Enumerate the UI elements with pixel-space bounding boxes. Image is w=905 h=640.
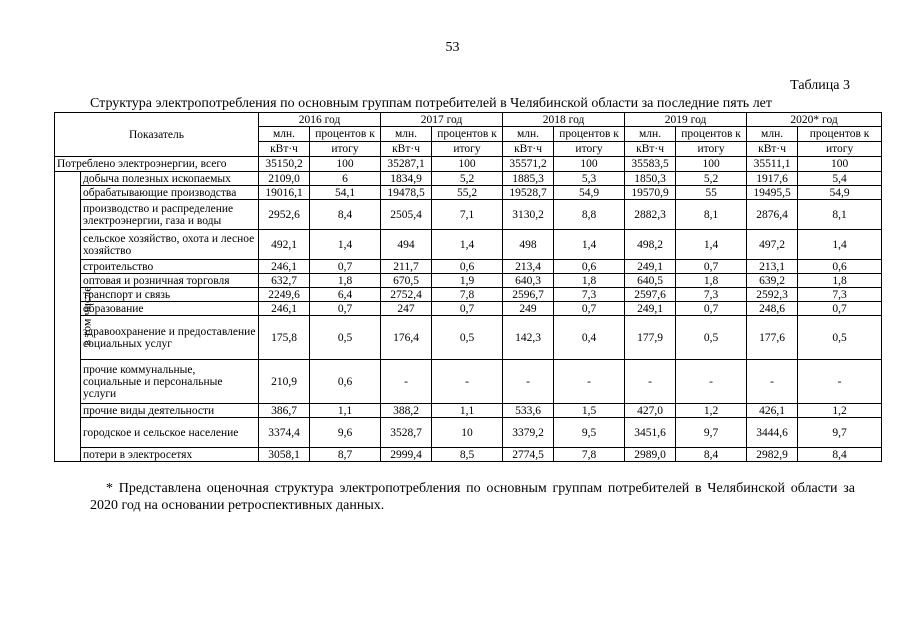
cell-value: 0,6 (798, 260, 882, 274)
row-label: здравоохранение и предоставление социальных услуг (81, 316, 259, 360)
cell-value: - (432, 360, 503, 404)
cell-value: 1,9 (432, 274, 503, 288)
table-row (55, 302, 882, 316)
table-row (55, 186, 882, 200)
cell-value: 3444,6 (747, 418, 798, 448)
cell-value: 492,1 (259, 230, 310, 260)
cell-value: 9,5 (554, 418, 625, 448)
cell-value: 497,2 (747, 230, 798, 260)
row-label: сельское хозяйство, охота и лесное хозяйство (81, 230, 259, 260)
cell-value: 5,2 (676, 172, 747, 186)
cell-value: 54,1 (310, 186, 381, 200)
cell-value: 5,3 (554, 172, 625, 186)
table-row (55, 448, 882, 462)
cell-value: 213,4 (503, 260, 554, 274)
row-label: транспорт и связь (81, 288, 259, 302)
cell-value: 1,4 (676, 230, 747, 260)
row-label: потери в электросетях (81, 448, 259, 462)
cell-value: 8,8 (554, 200, 625, 230)
total-row-label: Потреблено электроэнергии, всего (55, 157, 259, 172)
cell-value: 100 (798, 157, 882, 172)
cell-value: - (676, 360, 747, 404)
cell-value: 19495,5 (747, 186, 798, 200)
unit-pct-l2: итогу (554, 142, 625, 157)
cell-value: 3528,7 (381, 418, 432, 448)
cell-value: 1,4 (798, 230, 882, 260)
cell-value: 0,7 (676, 302, 747, 316)
cell-value: 2999,4 (381, 448, 432, 462)
unit-mln-l2: кВт·ч (381, 142, 432, 157)
cell-value: 7,3 (798, 288, 882, 302)
cell-value: 142,3 (503, 316, 554, 360)
row-label: образование (81, 302, 259, 316)
cell-value: 9,6 (310, 418, 381, 448)
table-row (55, 288, 882, 302)
cell-value: 2505,4 (381, 200, 432, 230)
unit-pct-l1: процентов к (554, 127, 625, 142)
indicator-header: Показатель (55, 113, 259, 157)
cell-value: 249 (503, 302, 554, 316)
cell-value: 35571,2 (503, 157, 554, 172)
cell-value: 100 (554, 157, 625, 172)
cell-value: 246,1 (259, 260, 310, 274)
cell-value: 177,6 (747, 316, 798, 360)
cell-value: - (503, 360, 554, 404)
cell-value: 5,2 (432, 172, 503, 186)
cell-value: 54,9 (798, 186, 882, 200)
cell-value: 498 (503, 230, 554, 260)
unit-mln-l2: кВт·ч (747, 142, 798, 157)
cell-value: 2109,0 (259, 172, 310, 186)
unit-mln-l1: млн. (625, 127, 676, 142)
cell-value: 100 (676, 157, 747, 172)
row-label: строительство (81, 260, 259, 274)
table-row (55, 172, 882, 186)
year-header: 2017 год (381, 113, 503, 127)
cell-value: 8,4 (798, 448, 882, 462)
cell-value: 1,1 (432, 404, 503, 418)
cell-value: 1,8 (798, 274, 882, 288)
cell-value: 3451,6 (625, 418, 676, 448)
year-header: 2019 год (625, 113, 747, 127)
cell-value: 246,1 (259, 302, 310, 316)
cell-value: 639,2 (747, 274, 798, 288)
cell-value: - (381, 360, 432, 404)
table-row (55, 230, 882, 260)
page-number: 53 (445, 40, 460, 55)
cell-value: 3058,1 (259, 448, 310, 462)
cell-value: 7,3 (554, 288, 625, 302)
cell-value: 1917,6 (747, 172, 798, 186)
cell-value: 0,7 (310, 260, 381, 274)
cell-value: 0,6 (310, 360, 381, 404)
table-body (55, 157, 882, 462)
cell-value: 1,8 (310, 274, 381, 288)
year-header: 2020* год (747, 113, 882, 127)
cell-value: 0,5 (310, 316, 381, 360)
cell-value: 6,4 (310, 288, 381, 302)
year-header: 2018 год (503, 113, 625, 127)
group-label: в том числе (79, 286, 94, 346)
cell-value: 211,7 (381, 260, 432, 274)
cell-value: 8,5 (432, 448, 503, 462)
table-row (55, 316, 882, 360)
cell-value: 0,6 (554, 260, 625, 274)
table-row (55, 274, 882, 288)
total-row (55, 157, 882, 172)
cell-value: 640,5 (625, 274, 676, 288)
unit-pct-l1: процентов к (676, 127, 747, 142)
cell-value: 0,7 (676, 260, 747, 274)
unit-mln-l1: млн. (503, 127, 554, 142)
cell-value: 55 (676, 186, 747, 200)
cell-value: 7,1 (432, 200, 503, 230)
cell-value: 8,4 (310, 200, 381, 230)
cell-value: 210,9 (259, 360, 310, 404)
table-row (55, 260, 882, 274)
unit-pct-l2: итогу (676, 142, 747, 157)
cell-value: - (747, 360, 798, 404)
row-label: добыча полезных ископаемых (81, 172, 259, 186)
unit-mln-l1: млн. (259, 127, 310, 142)
unit-mln-l1: млн. (747, 127, 798, 142)
table-row (55, 404, 882, 418)
cell-value: 2774,5 (503, 448, 554, 462)
footnote (90, 480, 855, 514)
cell-value: 2952,6 (259, 200, 310, 230)
cell-value: 8,1 (798, 200, 882, 230)
cell-value: 100 (432, 157, 503, 172)
cell-value: 0,5 (798, 316, 882, 360)
unit-pct-l1: процентов к (798, 127, 882, 142)
cell-value: 2596,7 (503, 288, 554, 302)
row-label: оптовая и розничная торговля (81, 274, 259, 288)
year-header: 2016 год (259, 113, 381, 127)
unit-mln-l2: кВт·ч (625, 142, 676, 157)
cell-value: 0,5 (676, 316, 747, 360)
cell-value: 1,4 (432, 230, 503, 260)
unit-pct-l2: итогу (310, 142, 381, 157)
cell-value: 1,5 (554, 404, 625, 418)
cell-value: 0,6 (432, 260, 503, 274)
unit-pct-l1: процентов к (310, 127, 381, 142)
row-label: производство и распределение электроэнергии, газа и воды (81, 200, 259, 230)
unit-pct-l1: процентов к (432, 127, 503, 142)
cell-value: 494 (381, 230, 432, 260)
cell-value: 1,8 (554, 274, 625, 288)
cell-value: 1834,9 (381, 172, 432, 186)
unit-mln-l2: кВт·ч (503, 142, 554, 157)
row-label: городское и сельское население (81, 418, 259, 448)
cell-value: 2597,6 (625, 288, 676, 302)
cell-value: - (554, 360, 625, 404)
cell-value: 0,7 (310, 302, 381, 316)
cell-value: - (625, 360, 676, 404)
cell-value: 0,7 (554, 302, 625, 316)
cell-value: 3379,2 (503, 418, 554, 448)
cell-value: 54,9 (554, 186, 625, 200)
unit-mln-l1: млн. (381, 127, 432, 142)
cell-value: 2249,6 (259, 288, 310, 302)
cell-value: 5,4 (798, 172, 882, 186)
cell-value: 1,1 (310, 404, 381, 418)
cell-value: 7,8 (432, 288, 503, 302)
cell-value: 10 (432, 418, 503, 448)
cell-value: 35150,2 (259, 157, 310, 172)
cell-value: 55,2 (432, 186, 503, 200)
cell-value: 1,4 (310, 230, 381, 260)
cell-value: 3374,4 (259, 418, 310, 448)
cell-value: 2876,4 (747, 200, 798, 230)
cell-value: 0,7 (798, 302, 882, 316)
cell-value: 177,9 (625, 316, 676, 360)
cell-value: 249,1 (625, 260, 676, 274)
cell-value: 386,7 (259, 404, 310, 418)
cell-value: 247 (381, 302, 432, 316)
cell-value: 1,4 (554, 230, 625, 260)
cell-value: 533,6 (503, 404, 554, 418)
cell-value: 7,3 (676, 288, 747, 302)
table-label: Таблица 3 (790, 78, 850, 93)
cell-value: 1885,3 (503, 172, 554, 186)
cell-value: 1850,3 (625, 172, 676, 186)
cell-value: 640,3 (503, 274, 554, 288)
cell-value: 249,1 (625, 302, 676, 316)
cell-value: 426,1 (747, 404, 798, 418)
cell-value: 8,7 (310, 448, 381, 462)
cell-value: 6 (310, 172, 381, 186)
cell-value: 9,7 (676, 418, 747, 448)
cell-value: 19016,1 (259, 186, 310, 200)
unit-mln-l2: кВт·ч (259, 142, 310, 157)
unit-pct-l2: итогу (798, 142, 882, 157)
cell-value: 3130,2 (503, 200, 554, 230)
cell-value: 1,2 (676, 404, 747, 418)
group-label-cell (55, 172, 94, 462)
cell-value: 498,2 (625, 230, 676, 260)
cell-value: 0,5 (432, 316, 503, 360)
cell-value: 2989,0 (625, 448, 676, 462)
cell-value: 176,4 (381, 316, 432, 360)
table-row (55, 360, 882, 404)
cell-value: 35583,5 (625, 157, 676, 172)
cell-value: 7,8 (554, 448, 625, 462)
cell-value: 175,8 (259, 316, 310, 360)
cell-value: 35511,1 (747, 157, 798, 172)
cell-value: 2752,4 (381, 288, 432, 302)
cell-value: 35287,1 (381, 157, 432, 172)
cell-value: 427,0 (625, 404, 676, 418)
cell-value: 19570,9 (625, 186, 676, 200)
cell-value: - (798, 360, 882, 404)
row-label: прочие коммунальные, социальные и персональные услуги (81, 360, 259, 404)
cell-value: 2982,9 (747, 448, 798, 462)
cell-value: 8,4 (676, 448, 747, 462)
cell-value: 0,7 (432, 302, 503, 316)
cell-value: 632,7 (259, 274, 310, 288)
cell-value: 100 (310, 157, 381, 172)
cell-value: 388,2 (381, 404, 432, 418)
row-label: обрабатывающие производства (81, 186, 259, 200)
cell-value: 19478,5 (381, 186, 432, 200)
footnote-text: * Представлена оценочная структура электропотребления по основным группам потребителей в Челябинской области за 2020 год на основании ретроспективных данных. (90, 481, 855, 513)
row-label: прочие виды деятельности (81, 404, 259, 418)
cell-value: 2592,3 (747, 288, 798, 302)
consumption-table (54, 112, 882, 462)
table-row (55, 200, 882, 230)
cell-value: 670,5 (381, 274, 432, 288)
cell-value: 1,8 (676, 274, 747, 288)
cell-value: 9,7 (798, 418, 882, 448)
cell-value: 0,4 (554, 316, 625, 360)
unit-pct-l2: итогу (432, 142, 503, 157)
cell-value: 248,6 (747, 302, 798, 316)
cell-value: 1,2 (798, 404, 882, 418)
cell-value: 8,1 (676, 200, 747, 230)
cell-value: 2882,3 (625, 200, 676, 230)
table-caption: Структура электропотребления по основным группам потребителей в Челябинской области за последние пять лет (90, 96, 773, 111)
cell-value: 213,1 (747, 260, 798, 274)
table-row (55, 418, 882, 448)
cell-value: 19528,7 (503, 186, 554, 200)
